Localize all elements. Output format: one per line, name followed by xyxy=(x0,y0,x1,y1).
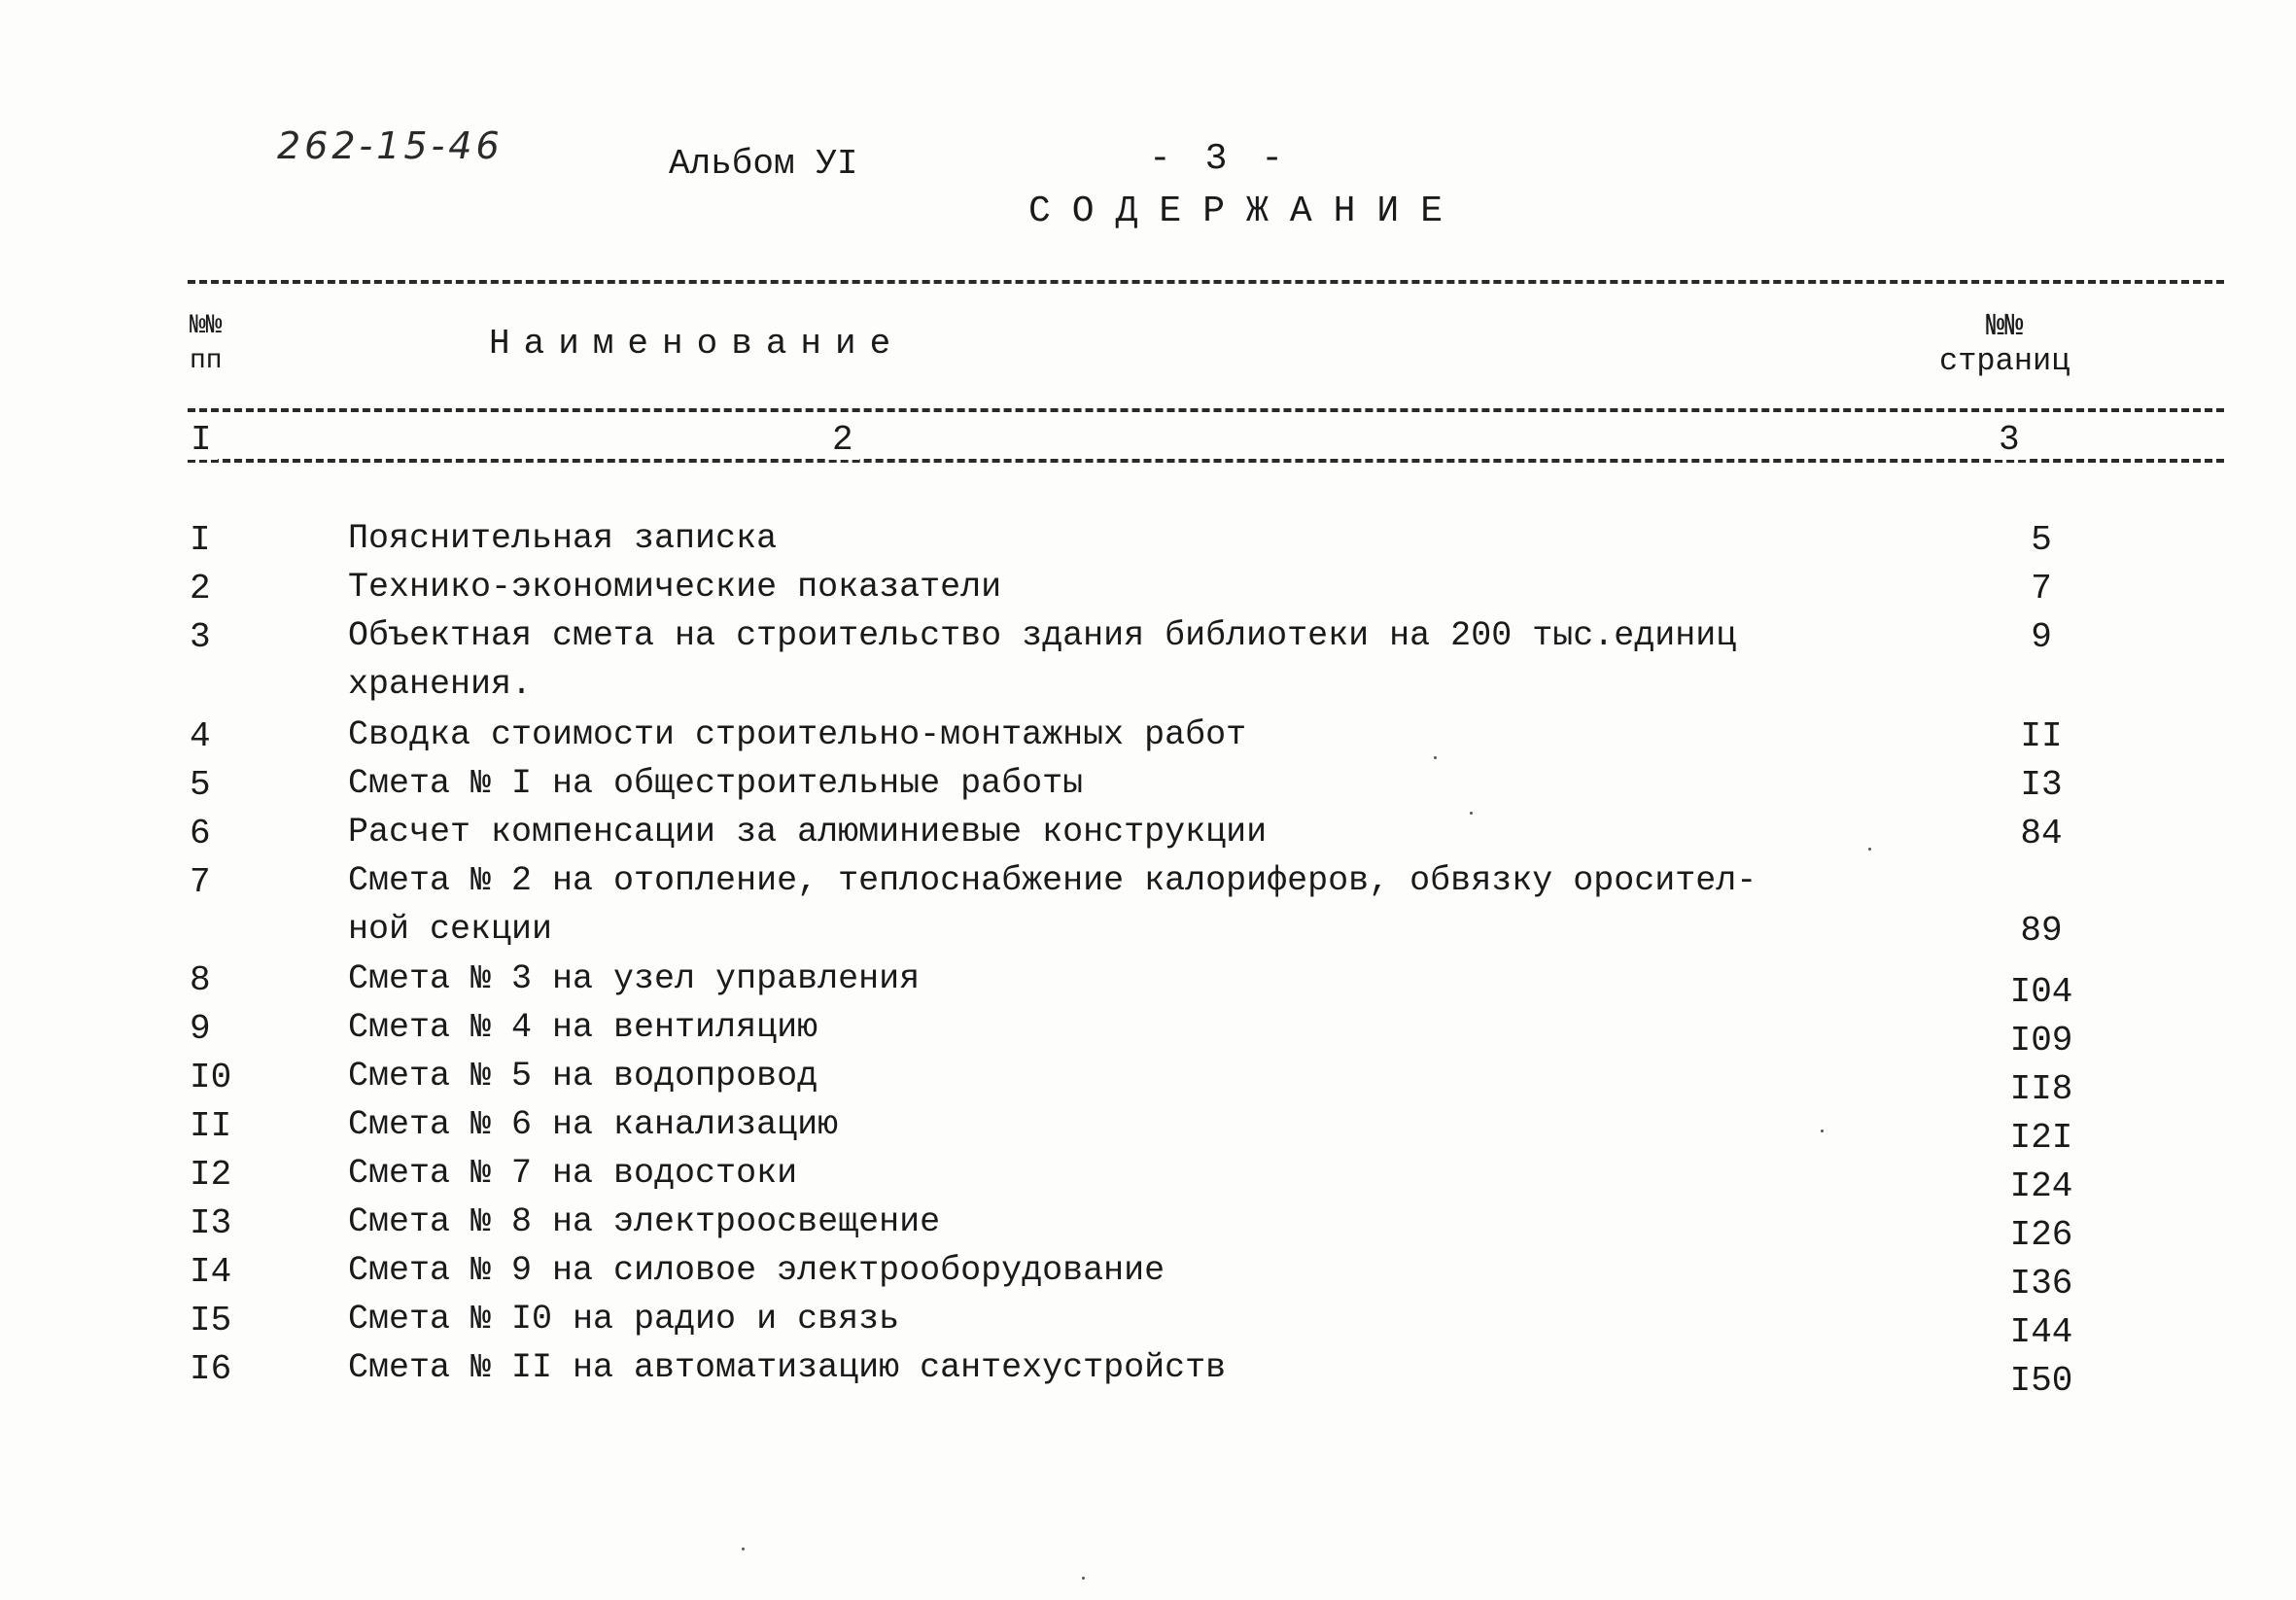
row-number: 4 xyxy=(190,716,211,756)
column-index-3: 3 xyxy=(1993,420,2026,460)
row-number: I0 xyxy=(190,1058,232,1097)
row-number: I3 xyxy=(190,1203,232,1243)
row-page-number: 84 xyxy=(2020,814,2063,853)
row-page-number: I50 xyxy=(2009,1361,2073,1401)
row-number: I5 xyxy=(190,1301,232,1340)
column-header-name: Наименование xyxy=(489,324,905,364)
scan-speck xyxy=(1821,1130,1824,1132)
page-title: СОДЕРЖАНИЕ xyxy=(1028,191,1465,232)
row-page-number: I36 xyxy=(2009,1264,2073,1304)
row-page-number: 5 xyxy=(2031,520,2052,560)
scan-speck xyxy=(742,1548,745,1550)
scan-speck xyxy=(1470,812,1473,815)
row-title: Смета № 2 на отопление, теплоснабжение калориферов, обвязку оросител- ной секции xyxy=(348,861,1757,949)
row-page-number: I2I xyxy=(2009,1118,2073,1158)
row-page-number: II xyxy=(2020,716,2063,756)
row-number: I xyxy=(190,520,211,560)
row-number: 6 xyxy=(190,814,211,853)
column-index-1: I xyxy=(185,420,218,460)
column-index-2: 2 xyxy=(826,420,859,460)
row-number: 3 xyxy=(190,617,211,657)
row-title: Смета № 9 на силовое электрооборудование xyxy=(348,1251,1165,1290)
column-header-pages-line2: страниц xyxy=(1939,343,2070,379)
row-title: Технико-экономические показатели xyxy=(348,568,1002,607)
row-number: I6 xyxy=(190,1349,232,1389)
row-page-number: I3 xyxy=(2020,765,2063,805)
row-page-number: 89 xyxy=(2020,911,2063,951)
row-page-number: 9 xyxy=(2031,617,2052,657)
row-number: I2 xyxy=(190,1155,232,1195)
row-title: Смета № 8 на электроосвещение xyxy=(348,1202,941,1241)
document-code: 262-15-46 xyxy=(277,124,504,167)
row-title: Объектная смета на строительство здания библиотеки на 200 тыс.единиц хранения. xyxy=(348,616,1737,704)
row-number: II xyxy=(190,1106,232,1146)
row-number: 7 xyxy=(190,862,211,902)
row-title: Сводка стоимости строительно-монтажных работ xyxy=(348,715,1247,754)
row-title: Смета № 5 на водопровод xyxy=(348,1057,818,1096)
row-page-number: I09 xyxy=(2009,1021,2073,1061)
column-header-pages-line1: №№ xyxy=(1986,308,2024,344)
scan-speck xyxy=(1868,848,1871,851)
row-page-number: I44 xyxy=(2009,1312,2073,1352)
row-title: Смета № 3 на узел управления xyxy=(348,959,921,998)
page-number: - 3 - xyxy=(1149,138,1290,180)
row-page-number: I24 xyxy=(2009,1166,2073,1206)
column-header-number-line1: №№ xyxy=(190,311,223,341)
row-title: Смета № II на автоматизацию сантехустройств xyxy=(348,1348,1227,1387)
row-title: Смета № 6 на канализацию xyxy=(348,1105,839,1144)
album-label: Альбом УI xyxy=(669,144,858,184)
row-title: Смета № 4 на вентиляцию xyxy=(348,1008,818,1047)
row-title: Пояснительная записка xyxy=(348,519,778,558)
row-number: I4 xyxy=(190,1252,232,1292)
row-title: Расчет компенсации за алюминиевые конструкции xyxy=(348,813,1268,852)
row-number: 8 xyxy=(190,960,211,1000)
row-number: 5 xyxy=(190,765,211,805)
row-page-number: I26 xyxy=(2009,1215,2073,1255)
row-number: 2 xyxy=(190,569,211,609)
row-title: Смета № 7 на водостоки xyxy=(348,1154,798,1193)
scan-speck xyxy=(1434,756,1437,759)
row-number: 9 xyxy=(190,1009,211,1049)
scan-speck xyxy=(1082,1577,1085,1580)
column-header-number-line2: пп xyxy=(190,346,223,376)
row-page-number: I04 xyxy=(2009,972,2073,1012)
row-title: Смета № I0 на радио и связь xyxy=(348,1300,900,1339)
row-page-number: II8 xyxy=(2009,1069,2073,1109)
row-title: Смета № I на общестроительные работы xyxy=(348,764,1084,803)
row-page-number: 7 xyxy=(2031,569,2052,609)
